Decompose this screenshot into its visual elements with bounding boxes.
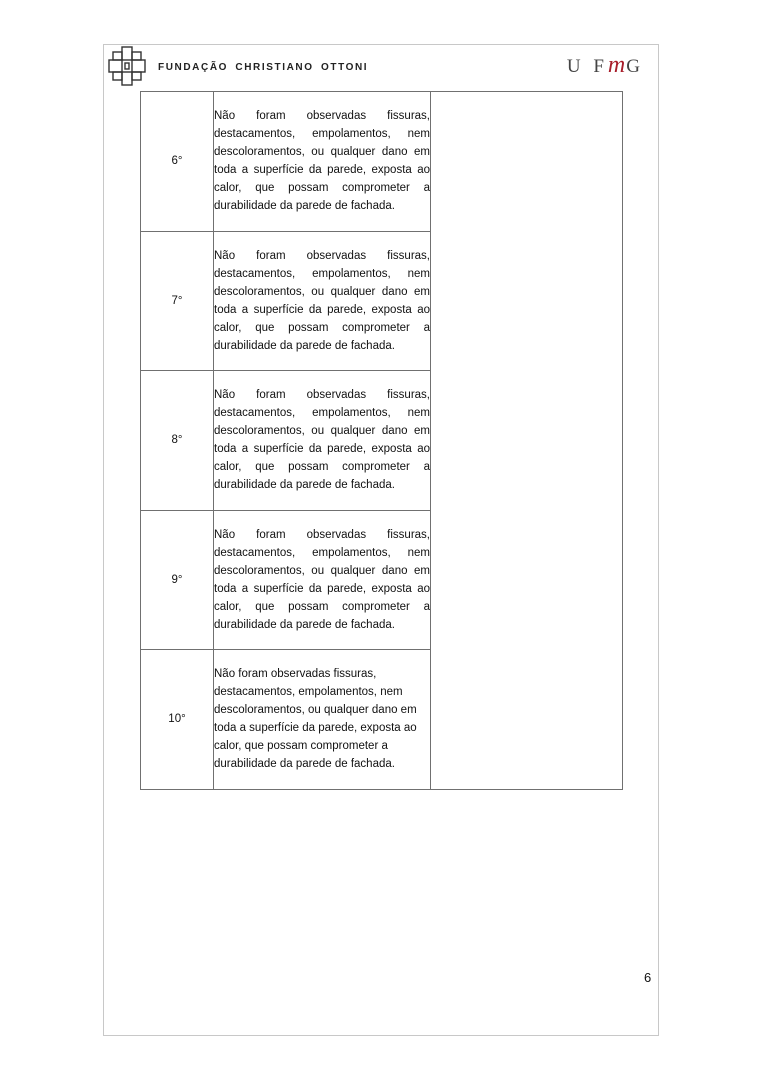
row-description: Não foram observadas fissuras, destacamentos, empolamentos, nem descoloramentos, ou qualquer dano em toda a superfície da parede, exposta ao calor, que possam comprometer a durabilidade da parede de fachada. bbox=[214, 510, 431, 650]
table-row bbox=[141, 92, 623, 232]
ufmg-logo: U FmG bbox=[566, 52, 644, 78]
inspection-table bbox=[140, 91, 623, 790]
row-number: 7° bbox=[141, 231, 214, 371]
row-description: Não foram observadas fissuras, destacamentos, empolamentos, nem descoloramentos, ou qualquer dano em toda a superfície da parede, exposta ao calor, que possam comprometer a durabilidade da parede de fachada. bbox=[214, 371, 431, 511]
row-description: Não foram observadas fissuras, destacamentos, empolamentos, nem descoloramentos, ou qualquer dano em toda a superfície da parede, exposta ao calor, que possam comprometer a durabilidade da parede de fachada. bbox=[214, 92, 431, 232]
organization-name: FUNDAÇÃO CHRISTIANO OTTONI bbox=[158, 62, 369, 73]
fundacao-christiano-ottoni-logo-icon bbox=[108, 46, 146, 86]
row-number: 9° bbox=[141, 510, 214, 650]
page-header bbox=[108, 46, 648, 88]
row-description: Não foram observadas fissuras, destacamentos, empolamentos, nem descoloramentos, ou qualquer dano em toda a superfície da parede, exposta ao calor, que possam comprometer a durabilidade da parede de fachada. bbox=[214, 650, 431, 790]
row-number: 8° bbox=[141, 371, 214, 511]
row-number: 10° bbox=[141, 650, 214, 790]
row-number: 6° bbox=[141, 92, 214, 232]
row-description: Não foram observadas fissuras, destacamentos, empolamentos, nem descoloramentos, ou qualquer dano em toda a superfície da parede, exposta ao calor, que possam comprometer a durabilidade da parede de fachada. bbox=[214, 231, 431, 371]
page-number: 6 bbox=[644, 970, 652, 985]
blank-column bbox=[431, 92, 623, 790]
